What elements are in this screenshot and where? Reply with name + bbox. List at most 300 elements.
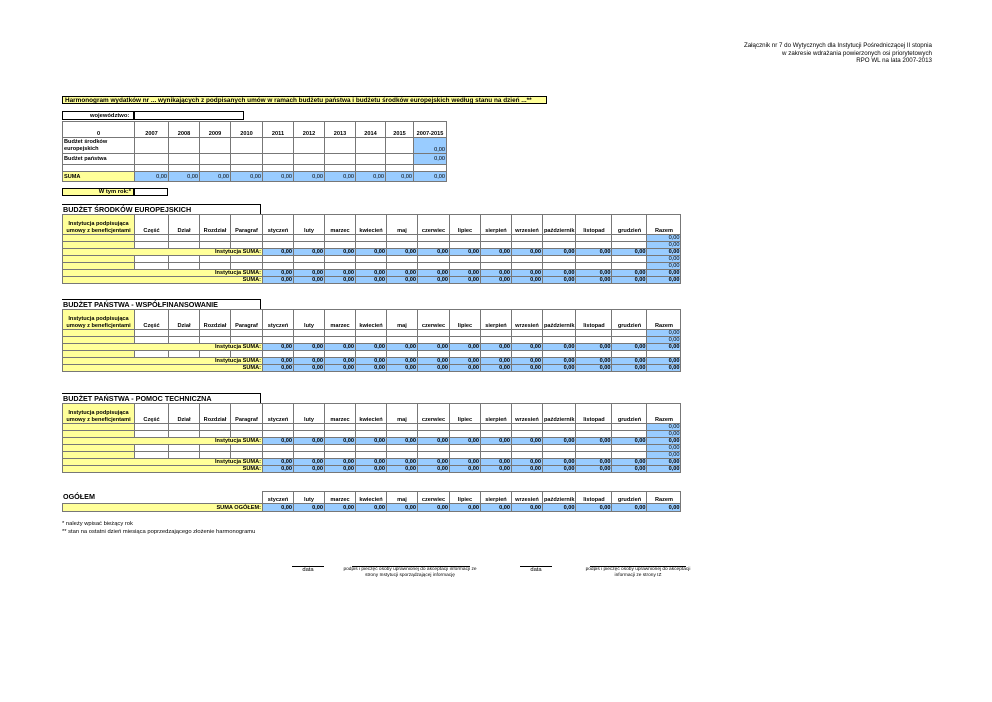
classification-input[interactable]	[135, 330, 169, 337]
razem-value: 0,00	[647, 242, 681, 249]
suma-value: 0,00	[356, 172, 386, 182]
month-input[interactable]	[576, 431, 612, 438]
cell-input[interactable]	[135, 138, 169, 154]
month-input[interactable]	[263, 256, 294, 263]
instytucja-suma-label: Instytucja SUMA:	[63, 344, 263, 351]
classification-input[interactable]	[135, 242, 169, 249]
month-input[interactable]	[418, 445, 450, 452]
month-input[interactable]	[612, 452, 647, 459]
month-input[interactable]	[543, 263, 576, 270]
column-header-paragraf: Paragraf	[231, 404, 263, 424]
month-sum-value: 0,00	[263, 344, 294, 351]
month-sum-value: 0,00	[576, 365, 612, 372]
month-input[interactable]	[512, 431, 543, 438]
section-title: BUDŻET PAŃSTWA - POMOC TECHNICZNA	[63, 394, 212, 403]
classification-input[interactable]	[200, 330, 231, 337]
classification-input[interactable]	[169, 337, 200, 344]
month-header: maj	[387, 310, 418, 330]
month-input[interactable]	[325, 330, 356, 337]
month-input[interactable]	[387, 424, 418, 431]
classification-input[interactable]	[135, 452, 169, 459]
instytucja-input[interactable]	[63, 256, 135, 263]
month-input[interactable]	[356, 424, 387, 431]
month-sum-value: 0,00	[450, 358, 481, 365]
month-input[interactable]	[387, 452, 418, 459]
column-header-razem: Razem	[647, 404, 681, 424]
month-input[interactable]	[576, 235, 612, 242]
classification-input[interactable]	[231, 330, 263, 337]
month-input[interactable]	[612, 242, 647, 249]
classification-input[interactable]	[135, 235, 169, 242]
razem-sum-value: 0,00	[647, 344, 681, 351]
month-input[interactable]	[356, 351, 387, 358]
month-input[interactable]	[294, 424, 325, 431]
cell-input[interactable]	[356, 138, 386, 154]
month-input[interactable]	[356, 445, 387, 452]
month-input[interactable]	[512, 445, 543, 452]
month-input[interactable]	[543, 256, 576, 263]
classification-input[interactable]	[135, 424, 169, 431]
month-header: lipiec	[450, 310, 481, 330]
classification-input[interactable]	[200, 242, 231, 249]
month-sum-value: 0,00	[612, 277, 647, 284]
month-input[interactable]	[263, 263, 294, 270]
month-input[interactable]	[512, 263, 543, 270]
date-label-2: data	[530, 567, 542, 573]
classification-input[interactable]	[169, 235, 200, 242]
schedule-title: Harmonogram wydatków nr ... wynikających z podpisanych umów w ramach budżetu państwa i budżetu środków europejskich według stanu na dzień ...**	[62, 96, 547, 104]
instytucja-input[interactable]	[63, 330, 135, 337]
classification-input[interactable]	[169, 445, 200, 452]
month-input[interactable]	[512, 351, 543, 358]
w-tym-rok-label: W tym rok:*	[98, 189, 131, 195]
classification-input[interactable]	[200, 337, 231, 344]
month-input[interactable]	[263, 337, 294, 344]
month-input[interactable]	[612, 431, 647, 438]
instytucja-input[interactable]	[63, 235, 135, 242]
cell-input[interactable]	[231, 138, 263, 154]
month-input[interactable]	[481, 445, 512, 452]
month-input[interactable]	[576, 330, 612, 337]
column-header-instytucja: Instytucja podpisująca umowy z beneficjentami	[63, 215, 135, 235]
month-input[interactable]	[512, 337, 543, 344]
month-input[interactable]	[543, 424, 576, 431]
classification-input[interactable]	[231, 235, 263, 242]
month-input[interactable]	[356, 235, 387, 242]
month-input[interactable]	[512, 256, 543, 263]
cell-input[interactable]	[294, 138, 325, 154]
month-input[interactable]	[263, 242, 294, 249]
cell-input[interactable]	[200, 154, 231, 165]
month-input[interactable]	[294, 256, 325, 263]
classification-input[interactable]	[135, 263, 169, 270]
month-input[interactable]	[481, 330, 512, 337]
month-sum-value: 0,00	[612, 270, 647, 277]
classification-input[interactable]	[169, 424, 200, 431]
classification-input[interactable]	[200, 235, 231, 242]
month-header: listopad	[576, 492, 612, 504]
attachment-line-1: Załącznik nr 7 do Wytycznych dla Instytucji Pośredniczącej II stopnia	[743, 42, 932, 49]
month-input[interactable]	[481, 452, 512, 459]
month-sum-value: 0,00	[512, 466, 543, 473]
month-input[interactable]	[450, 256, 481, 263]
month-total-value: 0,00	[612, 504, 647, 512]
month-input[interactable]	[418, 235, 450, 242]
classification-input[interactable]	[169, 263, 200, 270]
month-input[interactable]	[294, 330, 325, 337]
ogolem-table	[62, 491, 716, 512]
instytucja-input[interactable]	[63, 242, 135, 249]
month-sum-value: 0,00	[356, 466, 387, 473]
month-input[interactable]	[512, 452, 543, 459]
month-sum-value: 0,00	[576, 459, 612, 466]
month-input[interactable]	[543, 351, 576, 358]
classification-input[interactable]	[200, 431, 231, 438]
classification-input[interactable]	[200, 445, 231, 452]
classification-input[interactable]	[135, 256, 169, 263]
razem-value: 0,00	[647, 424, 681, 431]
cell-input[interactable]	[386, 138, 414, 154]
month-input[interactable]	[325, 452, 356, 459]
month-header: maj	[387, 492, 418, 504]
month-input[interactable]	[356, 256, 387, 263]
month-input[interactable]	[294, 337, 325, 344]
month-header: marzec	[325, 404, 356, 424]
cell-input[interactable]	[169, 138, 200, 154]
month-input[interactable]	[418, 330, 450, 337]
instytucja-input[interactable]	[63, 263, 135, 270]
classification-input[interactable]	[200, 452, 231, 459]
month-input[interactable]	[387, 330, 418, 337]
month-input[interactable]	[325, 431, 356, 438]
month-sum-value: 0,00	[612, 358, 647, 365]
razem-value: 0,00	[647, 452, 681, 459]
month-input[interactable]	[481, 242, 512, 249]
column-header-dzial: Dział	[169, 404, 200, 424]
month-input[interactable]	[356, 242, 387, 249]
month-sum-value: 0,00	[294, 459, 325, 466]
month-header: lipiec	[450, 492, 481, 504]
month-sum-value: 0,00	[481, 249, 512, 256]
month-input[interactable]	[481, 351, 512, 358]
classification-input[interactable]	[169, 330, 200, 337]
classification-input[interactable]	[231, 337, 263, 344]
month-total-value: 0,00	[418, 504, 450, 512]
month-input[interactable]	[356, 452, 387, 459]
month-sum-value: 0,00	[612, 438, 647, 445]
month-input[interactable]	[450, 445, 481, 452]
month-input[interactable]	[294, 242, 325, 249]
month-input[interactable]	[418, 431, 450, 438]
month-input[interactable]	[263, 445, 294, 452]
month-input[interactable]	[612, 263, 647, 270]
month-input[interactable]	[576, 424, 612, 431]
razem-empty	[647, 351, 681, 358]
classification-input[interactable]	[231, 431, 263, 438]
month-input[interactable]	[612, 445, 647, 452]
cell-input[interactable]	[325, 154, 356, 165]
month-input[interactable]	[543, 330, 576, 337]
month-sum-value: 0,00	[543, 438, 576, 445]
month-input[interactable]	[418, 242, 450, 249]
cell-input[interactable]	[135, 154, 169, 165]
razem-sum-value: 0,00	[647, 249, 681, 256]
month-input[interactable]	[263, 431, 294, 438]
w-tym-rok-box	[62, 188, 134, 196]
month-header: listopad	[576, 310, 612, 330]
month-header: wrzesień	[512, 492, 543, 504]
month-sum-value: 0,00	[481, 277, 512, 284]
instytucja-input[interactable]	[63, 431, 135, 438]
month-input[interactable]	[387, 351, 418, 358]
classification-input[interactable]	[135, 337, 169, 344]
month-input[interactable]	[294, 445, 325, 452]
section-table	[62, 403, 716, 473]
section-table	[62, 214, 716, 284]
month-total-value: 0,00	[450, 504, 481, 512]
month-input[interactable]	[543, 431, 576, 438]
month-sum-value: 0,00	[294, 358, 325, 365]
month-sum-value: 0,00	[387, 466, 418, 473]
month-header: grudzień	[612, 404, 647, 424]
month-sum-value: 0,00	[325, 365, 356, 372]
month-input[interactable]	[450, 431, 481, 438]
month-input[interactable]	[481, 263, 512, 270]
section-table	[62, 309, 716, 372]
classification-input[interactable]	[169, 351, 200, 358]
classification-input[interactable]	[135, 445, 169, 452]
cell-input[interactable]	[386, 154, 414, 165]
month-input[interactable]	[325, 424, 356, 431]
month-input[interactable]	[387, 242, 418, 249]
footnotes	[62, 521, 255, 536]
classification-input[interactable]	[169, 452, 200, 459]
section-title: BUDŻET PAŃSTWA - WSPÓŁFINANSOWANIE	[63, 300, 218, 309]
month-input[interactable]	[325, 256, 356, 263]
column-header-instytucja: Instytucja podpisująca umowy z beneficjentami	[63, 404, 135, 424]
classification-input[interactable]	[169, 431, 200, 438]
cell-input[interactable]	[263, 138, 294, 154]
instytucja-input[interactable]	[63, 337, 135, 344]
month-input[interactable]	[612, 351, 647, 358]
instytucja-input[interactable]	[63, 351, 135, 358]
row-label-eu: Budżet środków europejskich	[63, 138, 135, 154]
month-sum-value: 0,00	[387, 277, 418, 284]
month-input[interactable]	[263, 424, 294, 431]
month-header: wrzesień	[512, 310, 543, 330]
month-input[interactable]	[263, 330, 294, 337]
wojewodztwo-input[interactable]	[134, 111, 244, 120]
w-tym-rok-input[interactable]	[134, 188, 168, 196]
month-input[interactable]	[325, 235, 356, 242]
month-input[interactable]	[512, 424, 543, 431]
month-sum-value: 0,00	[576, 358, 612, 365]
classification-input[interactable]	[169, 256, 200, 263]
month-input[interactable]	[481, 235, 512, 242]
cell-input[interactable]	[200, 138, 231, 154]
month-input[interactable]	[325, 351, 356, 358]
month-input[interactable]	[612, 235, 647, 242]
month-sum-value: 0,00	[263, 438, 294, 445]
month-input[interactable]	[576, 351, 612, 358]
classification-input[interactable]	[200, 263, 231, 270]
month-input[interactable]	[418, 424, 450, 431]
cell-input[interactable]	[263, 154, 294, 165]
column-header-dzial: Dział	[169, 310, 200, 330]
month-input[interactable]	[294, 452, 325, 459]
month-input[interactable]	[387, 263, 418, 270]
month-input[interactable]	[612, 337, 647, 344]
month-input[interactable]	[450, 337, 481, 344]
month-input[interactable]	[512, 235, 543, 242]
month-header: luty	[294, 310, 325, 330]
classification-input[interactable]	[231, 445, 263, 452]
month-input[interactable]	[418, 452, 450, 459]
instytucja-input[interactable]	[63, 424, 135, 431]
month-input[interactable]	[543, 242, 576, 249]
cell-input[interactable]	[325, 138, 356, 154]
month-input[interactable]	[294, 263, 325, 270]
month-input[interactable]	[450, 351, 481, 358]
month-sum-value: 0,00	[263, 365, 294, 372]
month-input[interactable]	[543, 445, 576, 452]
month-input[interactable]	[294, 351, 325, 358]
classification-input[interactable]	[231, 263, 263, 270]
month-input[interactable]	[356, 337, 387, 344]
month-input[interactable]	[263, 351, 294, 358]
classification-input[interactable]	[135, 351, 169, 358]
month-header: czerwiec	[418, 215, 450, 235]
month-input[interactable]	[450, 424, 481, 431]
month-input[interactable]	[450, 330, 481, 337]
month-input[interactable]	[294, 431, 325, 438]
month-input[interactable]	[576, 445, 612, 452]
month-input[interactable]	[576, 256, 612, 263]
month-input[interactable]	[576, 242, 612, 249]
cell-input[interactable]	[231, 154, 263, 165]
month-input[interactable]	[387, 431, 418, 438]
classification-input[interactable]	[135, 431, 169, 438]
month-input[interactable]	[481, 256, 512, 263]
month-sum-value: 0,00	[512, 365, 543, 372]
classification-input[interactable]	[169, 242, 200, 249]
month-header: lipiec	[450, 404, 481, 424]
month-input[interactable]	[576, 452, 612, 459]
month-input[interactable]	[418, 256, 450, 263]
wojewodztwo-label-box	[62, 111, 134, 120]
month-input[interactable]	[387, 337, 418, 344]
month-input[interactable]	[450, 242, 481, 249]
month-input[interactable]	[356, 263, 387, 270]
instytucja-suma-label: Instytucja SUMA:	[63, 459, 263, 466]
month-input[interactable]	[263, 235, 294, 242]
razem-value: 0,00	[647, 337, 681, 344]
month-sum-value: 0,00	[576, 249, 612, 256]
month-input[interactable]	[294, 235, 325, 242]
section-title: BUDŻET ŚRODKÓW EUROPEJSKICH	[63, 205, 192, 214]
month-input[interactable]	[576, 337, 612, 344]
month-input[interactable]	[612, 256, 647, 263]
cell-input[interactable]	[294, 154, 325, 165]
month-input[interactable]	[356, 431, 387, 438]
month-input[interactable]	[356, 330, 387, 337]
month-input[interactable]	[481, 337, 512, 344]
month-header: grudzień	[612, 215, 647, 235]
instytucja-input[interactable]	[63, 452, 135, 459]
month-input[interactable]	[450, 263, 481, 270]
month-input[interactable]	[481, 431, 512, 438]
month-sum-value: 0,00	[418, 277, 450, 284]
month-input[interactable]	[387, 445, 418, 452]
classification-input[interactable]	[231, 452, 263, 459]
cell-input[interactable]	[356, 154, 386, 165]
month-input[interactable]	[543, 337, 576, 344]
month-input[interactable]	[543, 235, 576, 242]
month-input[interactable]	[418, 337, 450, 344]
month-input[interactable]	[543, 452, 576, 459]
month-sum-value: 0,00	[356, 270, 387, 277]
month-input[interactable]	[418, 351, 450, 358]
month-input[interactable]	[418, 263, 450, 270]
year-header: 2010	[231, 122, 263, 138]
month-header: październik	[543, 404, 576, 424]
month-sum-value: 0,00	[512, 438, 543, 445]
classification-input[interactable]	[200, 424, 231, 431]
month-sum-value: 0,00	[418, 438, 450, 445]
month-input[interactable]	[325, 445, 356, 452]
month-input[interactable]	[450, 452, 481, 459]
month-input[interactable]	[325, 263, 356, 270]
classification-input[interactable]	[231, 242, 263, 249]
classification-input[interactable]	[200, 351, 231, 358]
month-input[interactable]	[481, 424, 512, 431]
cell-input[interactable]	[169, 154, 200, 165]
month-sum-value: 0,00	[512, 270, 543, 277]
instytucja-input[interactable]	[63, 445, 135, 452]
month-input[interactable]	[387, 256, 418, 263]
razem-value: 0,00	[647, 235, 681, 242]
month-input[interactable]	[612, 424, 647, 431]
month-input[interactable]	[450, 235, 481, 242]
month-input[interactable]	[512, 330, 543, 337]
month-sum-value: 0,00	[481, 438, 512, 445]
month-sum-value: 0,00	[294, 365, 325, 372]
classification-input[interactable]	[231, 256, 263, 263]
classification-input[interactable]	[200, 256, 231, 263]
classification-input[interactable]	[231, 351, 263, 358]
month-sum-value: 0,00	[356, 344, 387, 351]
row-total: 0,00	[414, 138, 447, 154]
month-input[interactable]	[325, 242, 356, 249]
month-sum-value: 0,00	[418, 365, 450, 372]
month-input[interactable]	[612, 330, 647, 337]
month-sum-value: 0,00	[450, 344, 481, 351]
month-header: luty	[294, 215, 325, 235]
row-total: 0,00	[414, 154, 447, 165]
month-sum-value: 0,00	[481, 358, 512, 365]
razem-value: 0,00	[647, 256, 681, 263]
month-input[interactable]	[263, 452, 294, 459]
month-header: marzec	[325, 492, 356, 504]
suma-label: SUMA	[63, 172, 135, 182]
month-input[interactable]	[512, 242, 543, 249]
column-header-rozdzial: Rozdział	[200, 215, 231, 235]
month-input[interactable]	[576, 263, 612, 270]
month-input[interactable]	[325, 337, 356, 344]
classification-input[interactable]	[231, 424, 263, 431]
razem-value: 0,00	[647, 445, 681, 452]
month-input[interactable]	[387, 235, 418, 242]
